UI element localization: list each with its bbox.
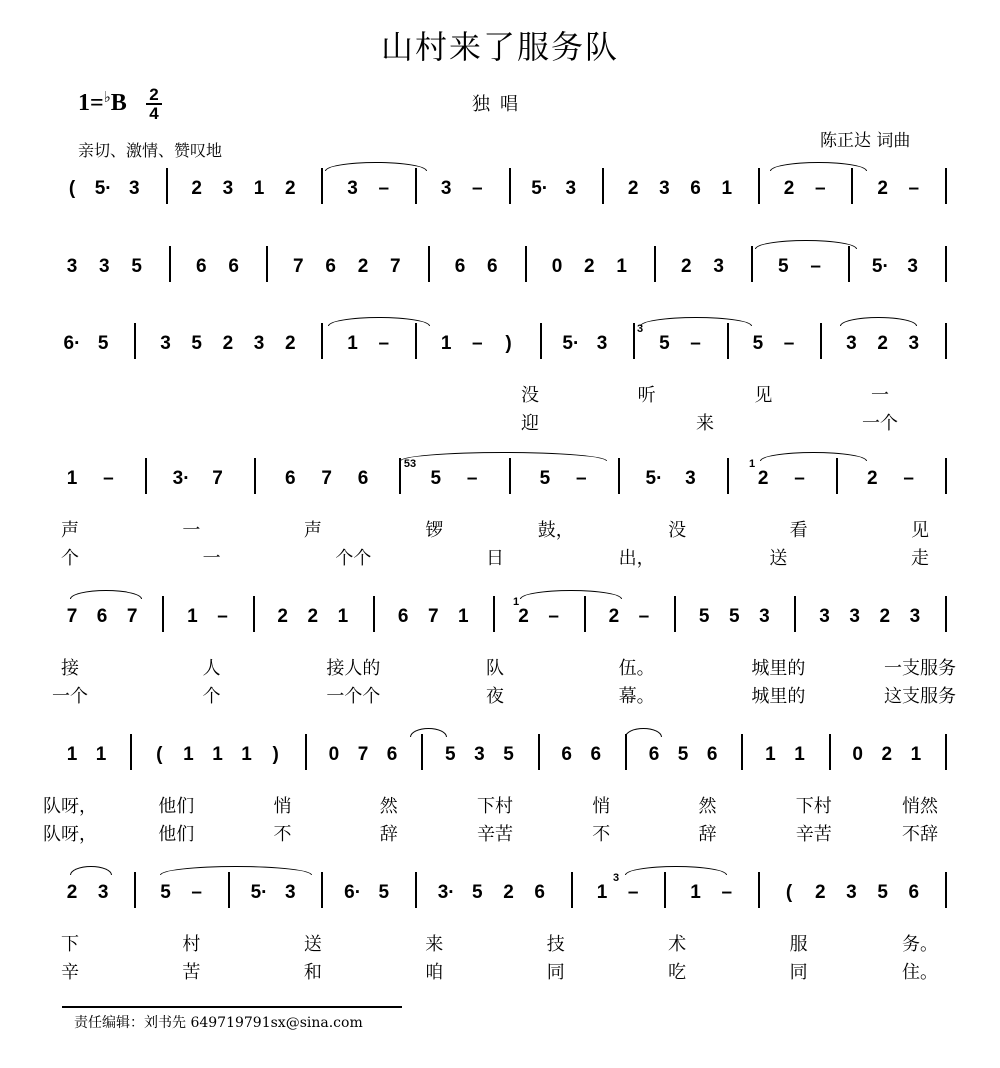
note: 5· (645, 468, 663, 489)
note: – (378, 333, 390, 354)
lyric-syllable: 然 (379, 796, 398, 817)
lyric-syllable: 苦 (182, 962, 201, 983)
barline (836, 458, 838, 494)
footer-divider (62, 1006, 402, 1008)
barline (758, 872, 760, 908)
lyric-syllable: 一个个 (326, 686, 381, 707)
note: 3 (440, 178, 452, 199)
lyric-syllable: 技 (546, 934, 565, 955)
barline (130, 734, 132, 770)
barline (829, 734, 831, 770)
composer-credits: 陈正达 词曲 (820, 131, 911, 151)
barline (820, 323, 822, 359)
barline (945, 323, 947, 359)
note: 2 (307, 606, 319, 627)
note: 1 (347, 333, 358, 354)
note: 5 (160, 882, 171, 903)
barline (134, 872, 136, 908)
note: 7 (66, 606, 78, 627)
note: 5 (778, 256, 789, 277)
time-numerator: 2 (149, 85, 159, 104)
barline (169, 246, 171, 282)
note: 6 (908, 882, 920, 903)
note: – (548, 606, 559, 627)
note: 5 (131, 256, 142, 277)
lyric-syllable: 送 (303, 934, 322, 955)
note: 1 (794, 744, 805, 765)
note: – (903, 468, 914, 489)
note: 5· (250, 882, 268, 903)
barline (321, 168, 323, 204)
barline (228, 872, 230, 908)
lyric-syllable: 听 (637, 385, 656, 406)
note: – (794, 468, 805, 489)
note: 1 (183, 744, 194, 765)
slur-mark (325, 162, 427, 171)
note: 3 (846, 333, 857, 354)
note: 6 (454, 256, 466, 277)
expression-marking: 亲切、激情、赞叹地 (78, 141, 223, 160)
note: – (191, 882, 202, 903)
lyric-syllable: 日 (486, 548, 504, 569)
note: 2 (66, 882, 78, 903)
note: ( (156, 744, 163, 765)
barline (751, 246, 753, 282)
note: ( (785, 882, 793, 903)
grace-note: 53 (403, 458, 417, 470)
note: 3 (66, 256, 78, 277)
lyric-syllable: 下村 (477, 796, 513, 817)
note: 3 (659, 178, 670, 199)
editor-credit: 责任编辑：刘书先 649719791sx@sina.com (74, 1015, 363, 1031)
note: 6 (397, 606, 409, 627)
lyric-syllable: 城里的 (751, 658, 806, 679)
lyric-syllable: 不 (592, 824, 611, 845)
lyric-syllable: 服 (789, 934, 808, 955)
note: 0 (852, 744, 863, 765)
note: – (638, 606, 650, 627)
lyric-syllable: 送 (769, 548, 788, 569)
barline (945, 734, 947, 770)
lyric-syllable: 辞 (698, 824, 717, 845)
barline (525, 246, 527, 282)
lyric-syllable: 来 (425, 934, 444, 955)
lyric-syllable: 队呀， (43, 796, 97, 817)
note: 5· (562, 333, 580, 354)
barline (851, 168, 853, 204)
note: 1 (337, 606, 349, 627)
barline (266, 246, 268, 282)
note: 2 (866, 468, 878, 489)
note: 0 (551, 256, 563, 277)
lyric-syllable: 然 (698, 796, 717, 817)
lyric-syllable: 伍。 (618, 658, 655, 679)
barline (509, 458, 511, 494)
note: 6 (487, 256, 498, 277)
lyric-syllable: 下 (61, 934, 79, 955)
note: – (627, 882, 639, 903)
barline (602, 168, 604, 204)
note: 6 (386, 744, 398, 765)
barline (727, 323, 729, 359)
note: 1 (616, 256, 627, 277)
note: 7 (357, 744, 369, 765)
note: 1 (690, 882, 701, 903)
note: 1 (910, 744, 922, 765)
barline (848, 246, 850, 282)
note: 2 (627, 178, 639, 199)
note: 7 (321, 468, 332, 489)
note: 3 (160, 333, 171, 354)
note: 2 (222, 333, 234, 354)
lyric-syllable: 夜 (486, 686, 504, 707)
lyric-syllable: 下村 (795, 796, 832, 817)
score-row (0, 872, 1000, 1010)
note: – (217, 606, 228, 627)
lyric-syllable: 见 (911, 520, 929, 541)
lyric-syllable: 城里的 (751, 686, 806, 707)
lyric-syllable: 一 (202, 548, 221, 569)
note: 7 (212, 468, 223, 489)
barline (571, 872, 573, 908)
note: 6 (228, 256, 239, 277)
flat-icon: ♭ (103, 90, 111, 106)
note: 1 (721, 178, 733, 199)
note: 2 (518, 606, 529, 627)
note: 6 (96, 606, 108, 627)
note: 3 (97, 882, 109, 903)
barline (415, 323, 417, 359)
note: 5 (752, 333, 764, 354)
note: 1 (95, 744, 107, 765)
note: 6 (196, 256, 207, 277)
note: 1 (187, 606, 198, 627)
lyric-syllable: 同 (789, 962, 808, 983)
note: 3 (685, 468, 696, 489)
lyric-syllable: 队 (486, 658, 504, 679)
note: 2 (877, 178, 888, 199)
lyric-syllable: 迎 (521, 413, 539, 434)
lyric-syllable: 他们 (158, 824, 195, 845)
note: 6 (357, 468, 369, 489)
note: 5 (445, 744, 456, 765)
barline (633, 323, 635, 359)
lyric-syllable: 锣 (425, 520, 444, 541)
note: 1 (440, 333, 452, 354)
barline (758, 168, 760, 204)
note: – (908, 178, 920, 199)
note: 2 (584, 256, 595, 277)
note: 3 (846, 882, 857, 903)
lyric-syllable: 术 (668, 934, 687, 955)
lyric-syllable: 同 (546, 962, 565, 983)
lyric-syllable: 住。 (902, 962, 938, 983)
note: 3 (819, 606, 830, 627)
barline (253, 596, 255, 632)
lyric-syllable: 悄然 (902, 796, 938, 817)
lyric-syllable: 个个 (335, 548, 372, 569)
note: 2 (814, 882, 826, 903)
note: – (575, 468, 587, 489)
note: 1 (66, 744, 78, 765)
note: – (814, 178, 826, 199)
note: 6 (284, 468, 296, 489)
note: 5 (877, 882, 888, 903)
note: 3· (437, 882, 455, 903)
lyric-syllable: 悄 (592, 796, 611, 817)
note: 5· (531, 178, 549, 199)
note: 2 (277, 606, 289, 627)
lyric-syllable: 吃 (668, 962, 687, 983)
note: 3 (222, 178, 234, 199)
barline (145, 458, 147, 494)
note: 1 (765, 744, 776, 765)
grace-note: 3 (636, 323, 644, 335)
lyric-syllable: 看 (789, 520, 808, 541)
lyric-syllable: 接 (61, 658, 79, 679)
lyric-syllable: 没 (668, 520, 687, 541)
note: 1 (253, 178, 265, 199)
lyric-syllable: 悄 (273, 796, 292, 817)
time-signature (146, 86, 162, 122)
barline (664, 872, 666, 908)
score-row (0, 742, 1000, 872)
note: – (810, 256, 821, 277)
note: 3 (284, 882, 296, 903)
note: – (103, 468, 114, 489)
note: 1 (458, 606, 469, 627)
note: 5 (97, 333, 109, 354)
grace-note: 1 (748, 458, 756, 470)
score-row (0, 596, 1000, 734)
lyric-syllable: 不 (273, 824, 292, 845)
note: 5 (677, 744, 689, 765)
lyric-syllable: 来 (696, 413, 714, 434)
note: 2 (879, 606, 891, 627)
lyric-syllable: 务。 (902, 934, 938, 955)
note: 2 (357, 256, 369, 277)
lyric-syllable: 一支服务 (884, 658, 956, 679)
note: – (472, 178, 483, 199)
note: 6· (63, 333, 81, 354)
barline (415, 872, 417, 908)
lyric-syllable: 走 (911, 548, 929, 569)
barline (305, 734, 307, 770)
time-denominator: 4 (146, 103, 162, 122)
note: 3 (253, 333, 265, 354)
note: 5 (539, 468, 551, 489)
barline (945, 596, 947, 632)
lyric-syllable: 不辞 (902, 824, 938, 845)
note: 3 (474, 744, 485, 765)
note: 2 (783, 178, 795, 199)
barline (741, 734, 743, 770)
note: 6 (325, 256, 336, 277)
note: 6 (690, 178, 701, 199)
note: 6 (706, 744, 718, 765)
lyric-syllable: 队呀， (43, 824, 97, 845)
note: 1 (596, 882, 608, 903)
barline (373, 596, 375, 632)
note: 6 (590, 744, 602, 765)
lyric-syllable: 这支服务 (884, 686, 956, 707)
note: 5 (472, 882, 483, 903)
note: 2 (877, 333, 888, 354)
note: 7 (293, 256, 304, 277)
barline (727, 458, 729, 494)
note: 6 (561, 744, 572, 765)
note: 5 (659, 333, 670, 354)
barline (166, 168, 168, 204)
barline (162, 596, 164, 632)
note: 3 (907, 256, 918, 277)
note: 2 (757, 468, 769, 489)
lyric-syllable: 声 (303, 520, 322, 541)
slur-mark (770, 162, 867, 171)
grace-note: 3 (612, 872, 620, 884)
note: 2 (608, 606, 620, 627)
note: 6 (534, 882, 545, 903)
lyric-syllable: 他们 (158, 796, 195, 817)
note: 7 (390, 256, 401, 277)
lyric-syllable: 人 (202, 658, 221, 679)
lyric-syllable: 出， (618, 548, 655, 569)
lyric-syllable: 和 (303, 962, 322, 983)
lyric-syllable: 咱 (425, 962, 444, 983)
note: 7 (126, 606, 138, 627)
note: – (721, 882, 733, 903)
barline (540, 323, 542, 359)
barline (421, 734, 423, 770)
note: ) (272, 744, 279, 765)
lyric-syllable: 一个 (862, 413, 898, 434)
lyric-syllable: 个 (61, 548, 79, 569)
barline (794, 596, 796, 632)
lyric-syllable: 一 (871, 385, 889, 406)
lyric-syllable: 幕。 (618, 686, 655, 707)
barline (945, 168, 947, 204)
lyric-syllable: 个 (202, 686, 221, 707)
note: 5 (378, 882, 390, 903)
note: 2 (284, 333, 296, 354)
score-row (0, 458, 1000, 596)
note: 5 (698, 606, 710, 627)
key-note: B (110, 90, 127, 116)
note: 6 (648, 744, 660, 765)
note: – (783, 333, 795, 354)
note: 3 (129, 178, 140, 199)
note: 2 (681, 256, 692, 277)
lyric-syllable: 鼓， (537, 520, 574, 541)
barline (254, 458, 256, 494)
grace-note: 1 (512, 596, 520, 608)
barline (584, 596, 586, 632)
lyric-syllable: 没 (521, 385, 539, 406)
lyric-syllable: 接人的 (326, 658, 381, 679)
note: 3 (347, 178, 358, 199)
note: 2 (503, 882, 514, 903)
lyric-syllable: 辛苦 (795, 824, 832, 845)
performance-type: 独唱 (472, 94, 528, 115)
lyric-syllable: 声 (61, 520, 79, 541)
note: 3 (759, 606, 770, 627)
barline (509, 168, 511, 204)
note: 6· (344, 882, 362, 903)
barline (415, 168, 417, 204)
note: 7 (427, 606, 439, 627)
note: 2 (284, 178, 296, 199)
barline (428, 246, 430, 282)
barline (538, 734, 540, 770)
lyric-syllable: 辛 (61, 962, 79, 983)
note: 5· (94, 178, 112, 199)
barline (134, 323, 136, 359)
key-signature (78, 88, 127, 117)
note: ) (505, 333, 512, 354)
note: 1 (66, 468, 78, 489)
barline (654, 246, 656, 282)
barline (625, 734, 627, 770)
barline (674, 596, 676, 632)
note: 5 (503, 744, 514, 765)
note: ( (68, 178, 76, 199)
barline (321, 323, 323, 359)
barline (493, 596, 495, 632)
note: – (472, 333, 483, 354)
note: – (466, 468, 478, 489)
barline (321, 872, 323, 908)
note: 3 (99, 256, 110, 277)
barline (945, 458, 947, 494)
note: 5 (191, 333, 202, 354)
note: – (378, 178, 390, 199)
note: – (690, 333, 701, 354)
lyric-syllable: 辞 (379, 824, 398, 845)
note: 1 (212, 744, 223, 765)
note: 3 (908, 333, 920, 354)
note: 3 (565, 178, 577, 199)
barline (399, 458, 401, 494)
note: 0 (328, 744, 340, 765)
lyric-syllable: 辛苦 (477, 824, 513, 845)
lyric-syllable: 一 (182, 520, 201, 541)
note: 5 (728, 606, 740, 627)
note: 1 (241, 744, 252, 765)
note: 3· (172, 468, 190, 489)
barline (945, 872, 947, 908)
barline (945, 246, 947, 282)
note: 5· (871, 256, 889, 277)
note: 2 (191, 178, 202, 199)
score-row (0, 323, 1000, 461)
lyric-syllable: 一个 (52, 686, 88, 707)
lyric-syllable: 见 (754, 385, 773, 406)
song-title: 山村来了服务队 (380, 28, 619, 66)
note: 3 (596, 333, 608, 354)
note: 3 (909, 606, 921, 627)
note: 2 (881, 744, 893, 765)
note: 3 (849, 606, 860, 627)
note: 3 (713, 256, 724, 277)
note: 5 (430, 468, 442, 489)
barline (618, 458, 620, 494)
key-prefix: 1= (78, 90, 104, 116)
lyric-syllable: 村 (182, 934, 201, 955)
